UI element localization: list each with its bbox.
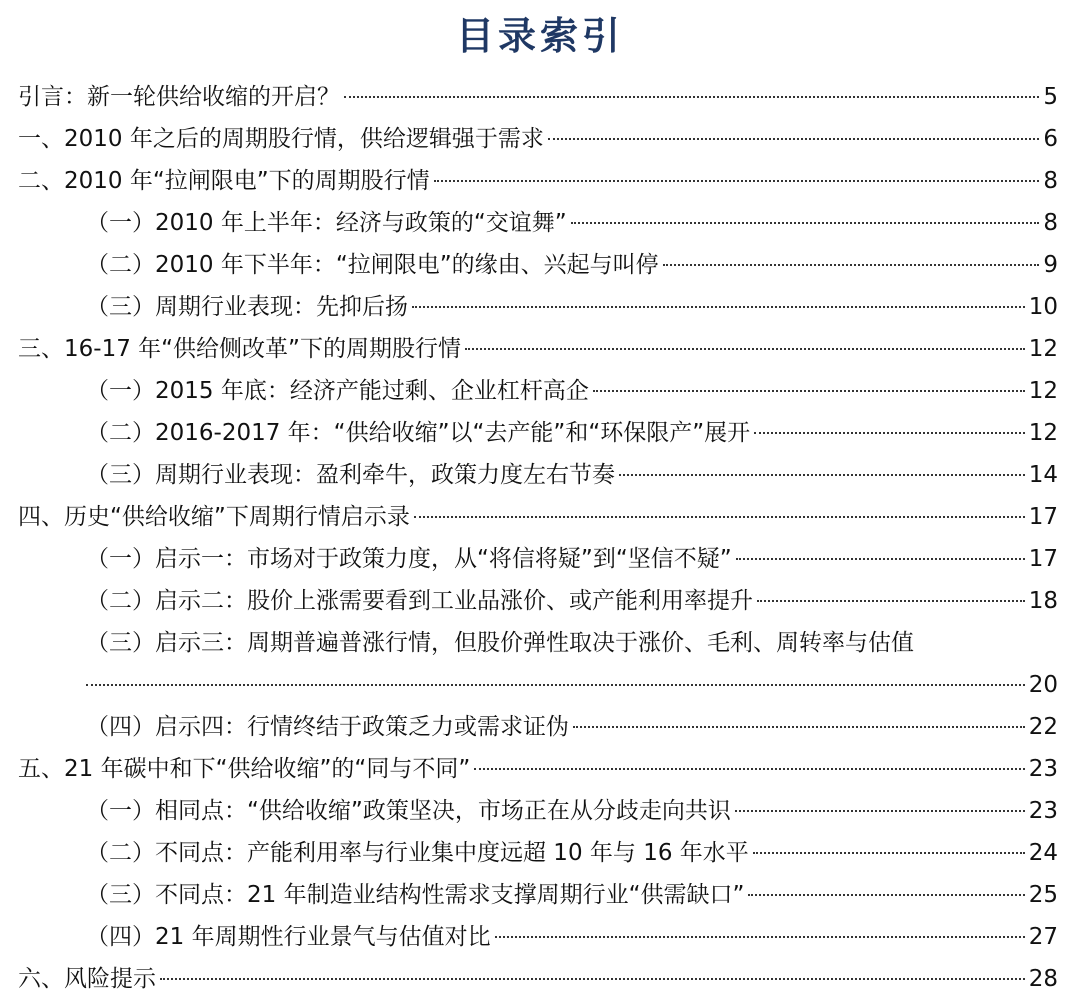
toc-entry-label: （二）2010 年下半年：“拉闸限电”的缘由、兴起与叫停 [86, 252, 659, 278]
toc-dot-leader [619, 474, 1025, 476]
toc-entry[interactable] [0, 622, 1080, 664]
toc-dot-leader [414, 516, 1025, 518]
toc-entry[interactable] [0, 538, 1080, 580]
toc-entry[interactable] [0, 286, 1080, 328]
toc-entry-label: （三）不同点：21 年制造业结构性需求支撑周期行业“供需缺口” [86, 882, 745, 908]
toc-entry-label: （三）周期行业表现：先抑后扬 [86, 294, 408, 320]
toc-page-number: 25 [1028, 882, 1058, 908]
toc-entry[interactable] [0, 706, 1080, 748]
toc-entry-label: （四）启示四：行情终结于政策乏力或需求证伪 [86, 714, 569, 740]
toc-page-number: 8 [1043, 210, 1058, 236]
toc-page-number: 24 [1028, 840, 1058, 866]
toc-entry[interactable] [0, 832, 1080, 874]
toc-dot-leader [474, 768, 1024, 770]
toc-entry[interactable] [0, 370, 1080, 412]
page-title: 目录索引 [455, 13, 624, 58]
toc-page-number: 27 [1028, 924, 1058, 950]
toc-entry[interactable] [0, 916, 1080, 958]
toc-page-number: 12 [1028, 420, 1058, 446]
toc-entry-label: 引言：新一轮供给收缩的开启？ [18, 84, 340, 110]
toc-entry-label: 四、历史“供给收缩”下周期行情启示录 [18, 504, 410, 530]
toc-dot-leader [86, 684, 1025, 686]
toc-dot-leader [571, 222, 1040, 224]
toc-page-number: 12 [1028, 378, 1058, 404]
toc-page-number: 23 [1028, 756, 1058, 782]
toc-dot-leader [344, 96, 1039, 98]
toc-entry[interactable] [0, 874, 1080, 916]
toc-dot-leader [412, 306, 1025, 308]
toc-dot-leader [573, 726, 1025, 728]
toc-page-number: 18 [1028, 588, 1058, 614]
toc-entry-label: （二）启示二：股价上涨需要看到工业品涨价、或产能利用率提升 [86, 588, 753, 614]
toc-entry-label: （一）2015 年底：经济产能过剩、企业杠杆高企 [86, 378, 589, 404]
toc-entry[interactable] [0, 496, 1080, 538]
toc-entry-label: （一）相同点：“供给收缩”政策坚决，市场正在从分歧走向共识 [86, 798, 731, 824]
table-of-contents [0, 76, 1080, 1000]
toc-dot-leader [754, 432, 1025, 434]
toc-entry-label: （一）2010 年上半年：经济与政策的“交谊舞” [86, 210, 567, 236]
toc-dot-leader [160, 978, 1025, 980]
toc-page-number: 20 [1028, 672, 1058, 698]
toc-dot-leader [465, 348, 1025, 350]
toc-page-number: 14 [1028, 462, 1058, 488]
toc-page-number: 6 [1043, 126, 1058, 152]
toc-entry[interactable] [0, 790, 1080, 832]
toc-dot-leader [548, 138, 1040, 140]
toc-dot-leader [735, 810, 1025, 812]
toc-entry[interactable] [0, 160, 1080, 202]
toc-dot-leader [593, 390, 1025, 392]
toc-entry-label: （四）21 年周期性行业景气与估值对比 [86, 924, 491, 950]
toc-entry-label: （二）2016-2017 年：“供给收缩”以“去产能”和“环保限产”展开 [86, 420, 751, 446]
toc-page-number: 17 [1028, 546, 1058, 572]
toc-page-number: 9 [1043, 252, 1058, 278]
toc-dot-leader [748, 894, 1024, 896]
toc-entry-label: （二）不同点：产能利用率与行业集中度远超 10 年与 16 年水平 [86, 840, 749, 866]
toc-dot-leader [753, 852, 1025, 854]
toc-entry[interactable] [0, 748, 1080, 790]
toc-entry-label: 二、2010 年“拉闸限电”下的周期股行情 [18, 168, 430, 194]
toc-page-number: 12 [1028, 336, 1058, 362]
toc-dot-leader [495, 936, 1025, 938]
toc-dot-leader [434, 180, 1040, 182]
toc-dot-leader [663, 264, 1040, 266]
toc-entry[interactable] [0, 76, 1080, 118]
toc-page-number: 28 [1028, 966, 1058, 992]
toc-page-number: 8 [1043, 168, 1058, 194]
toc-entry[interactable] [0, 454, 1080, 496]
toc-entry-label: 一、2010 年之后的周期股行情，供给逻辑强于需求 [18, 126, 544, 152]
toc-entry[interactable] [0, 580, 1080, 622]
toc-entry[interactable] [0, 412, 1080, 454]
toc-entry-label: （一）启示一：市场对于政策力度，从“将信将疑”到“坚信不疑” [86, 546, 732, 572]
toc-entry-label: （三）周期行业表现：盈利牵牛，政策力度左右节奏 [86, 462, 615, 488]
toc-page-number: 10 [1028, 294, 1058, 320]
toc-entry-continuation[interactable] [0, 664, 1080, 706]
toc-entry[interactable] [0, 118, 1080, 160]
toc-page-number: 5 [1043, 84, 1058, 110]
toc-dot-leader [757, 600, 1025, 602]
toc-entry-label: 三、16-17 年“供给侧改革”下的周期股行情 [18, 336, 461, 362]
toc-entry[interactable] [0, 202, 1080, 244]
toc-entry-label: 五、21 年碳中和下“供给收缩”的“同与不同” [18, 756, 471, 782]
toc-entry[interactable] [0, 244, 1080, 286]
toc-dot-leader [736, 558, 1025, 560]
toc-entry[interactable] [0, 328, 1080, 370]
toc-entry-label: （三）启示三：周期普遍普涨行情，但股价弹性取决于涨价、毛利、周转率与估值 [86, 630, 914, 656]
toc-entry-label: 六、风险提示 [18, 966, 156, 992]
toc-page-number: 17 [1028, 504, 1058, 530]
toc-page-number: 23 [1028, 798, 1058, 824]
toc-page-number: 22 [1028, 714, 1058, 740]
